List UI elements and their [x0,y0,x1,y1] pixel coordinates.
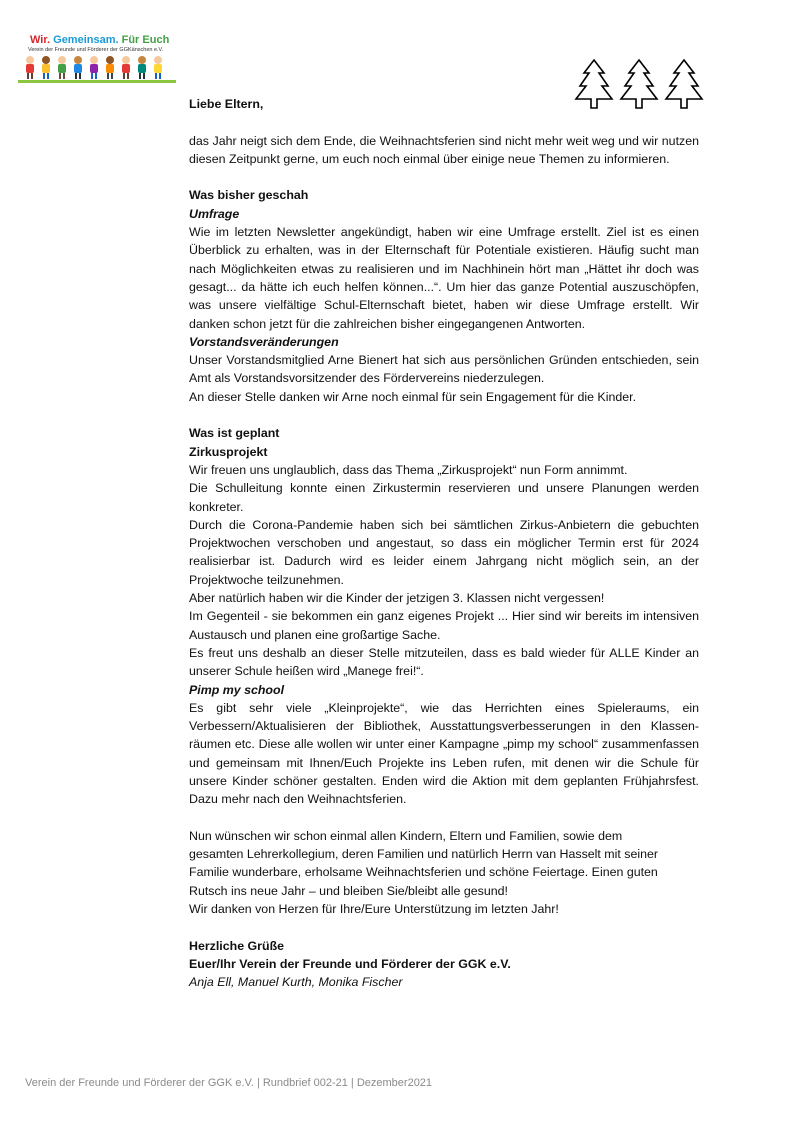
logo-title-part-3: Für Euch [118,34,170,46]
children-illustration [22,54,172,80]
closing-line-1: Nun wünschen wir schon einmal allen Kindern, Eltern und Familien, sowie dem [189,828,623,843]
logo-underline [18,80,176,83]
umfrage-paragraph: Wie im letzten Newsletter angekündigt, haben wir eine Umfrage erstellt. Ziel ist es einen Überblick zu erhalten, was in der Elternschaft für Potentiale existieren. Häufig sucht man nach Möglichkeiten etwas zu realisieren und im Nachhinein hört man „Hättet ihr doch was gesagt... da hätte ich euch helfen können...“. Um hier das ganze Potential auszuschöpfen, was unsere vielfältige Schul-Elternschaft bietet, haben wir diese Umfrage erstellt. Wir danken schon jetzt für die zahlreichen bisher eingegangenen Antworten. [189,225,699,331]
closing-line-5: Wir danken von Herzen für Ihre/Eure Unterstützung im letzten Jahr! [189,902,559,917]
vorstand-paragraph-2: An dieser Stelle danken wir Arne noch einmal für sein Engagement für die Kinder. [189,389,637,404]
logo-title [30,34,169,46]
closing-line-3: Familie wunderbare, erholsame Weihnachtsferien und schöne Feiertage. Einen guten [189,865,658,880]
page-footer: Verein der Freunde und Förderer der GGK e.V. | Rundbrief 002-21 | Dezember2021 [25,1077,433,1089]
zirkus-paragraph-5: Im Gegenteil - sie bekommen ein ganz eigenes Projekt ... Hier sind wir bereits im intensiven Austausch und planen eine großartige Sache. [189,609,699,642]
zirkus-paragraph-1: Wir freuen uns unglaublich, dass das Thema „Zirkusprojekt“ nun Form annimmt. [189,462,628,477]
logo [18,34,176,86]
subheading-pimp: Pimp my school [189,682,285,697]
section-heading-past: Was bisher geschah [189,188,309,203]
subheading-umfrage: Umfrage [189,206,240,221]
vorstand-paragraph-1: Unser Vorstandsmitglied Arne Bienert hat sich aus persönlichen Gründen entschieden, sein Amt als Vorstandsvorsitzender des Fördervereins niederzulegen. [189,353,699,386]
signature-names: Anja Ell, Manuel Kurth, Monika Fischer [189,975,403,990]
zirkus-paragraph-4: Aber natürlich haben wir die Kinder der jetzigen 3. Klassen nicht vergessen! [189,591,605,606]
greeting: Liebe Eltern, [189,97,264,111]
signature-greeting: Herzliche Grüße [189,938,285,953]
section-heading-planned: Was ist geplant [189,426,280,441]
zirkus-paragraph-6: Es freut uns deshalb an dieser Stelle mitzuteilen, dass es bald wieder für ALLE Kinder an unserer Schule heißen wird „Manege frei!“. [189,645,699,679]
logo-subtitle: Verein der Freunde und Förderer der GGKänschen e.V. [28,47,164,53]
zirkus-paragraph-3: Durch die Corona-Pandemie haben sich bei sämtlichen Zirkus-Anbietern die gebuchten Projektwochen verschoben und angestaut, so dass ein möglicher Termin erst für 2024 realisierbar ist. Dadurch wird es leider einem Jahrgang nicht möglich sein, an der Projektwoche teilzunehmen. [189,517,699,587]
logo-title-part-1: Wir. [30,34,51,46]
zirkus-paragraph-2: Die Schulleitung konnte einen Zirkustermin reservieren und unsere Planungen werden konkreter. [189,481,699,514]
signature-organization: Euer/Ihr Verein der Freunde und Förderer der GGK e.V. [189,956,511,971]
subheading-vorstand: Vorstandsveränderungen [189,334,339,349]
pimp-paragraph: Es gibt sehr viele „Kleinprojekte“, wie das Herrichten eines Spieleraums, ein Verbessern/Aktualisieren der Bibliothek, Ausstattungsverbesserungen in den Klassen-räumen etc. Diese alle wollen wir unter einer Kampagne „pimp my school“ zusammenfassen und gemeinsam mit Ihnen/Euch Projekte ins Leben rufen, mit denen wir die Schule für unsere Kinder schöner gestalten. Enden wird die Aktion mit dem geplanten Frühjahrsfest. Dazu mehr nach den Weihnachtsferien. [189,700,699,807]
letter-body [189,95,699,992]
subheading-zirkus: Zirkusprojekt [189,444,268,459]
logo-title-part-2: Gemeinsam. [50,34,119,46]
closing-line-4: Rutsch ins neue Jahr – und bleiben Sie/bleibt alle gesund! [189,883,508,898]
closing-line-2: gesamten Lehrerkollegium, deren Familien und natürlich Herrn van Hasselt mit seiner [189,847,658,862]
intro-paragraph: das Jahr neigt sich dem Ende, die Weihnachtsferien sind nicht mehr weit weg und wir nutzen diesen Zeitpunkt gerne, um euch noch einmal über einige neue Themen zu informieren. [189,133,699,166]
